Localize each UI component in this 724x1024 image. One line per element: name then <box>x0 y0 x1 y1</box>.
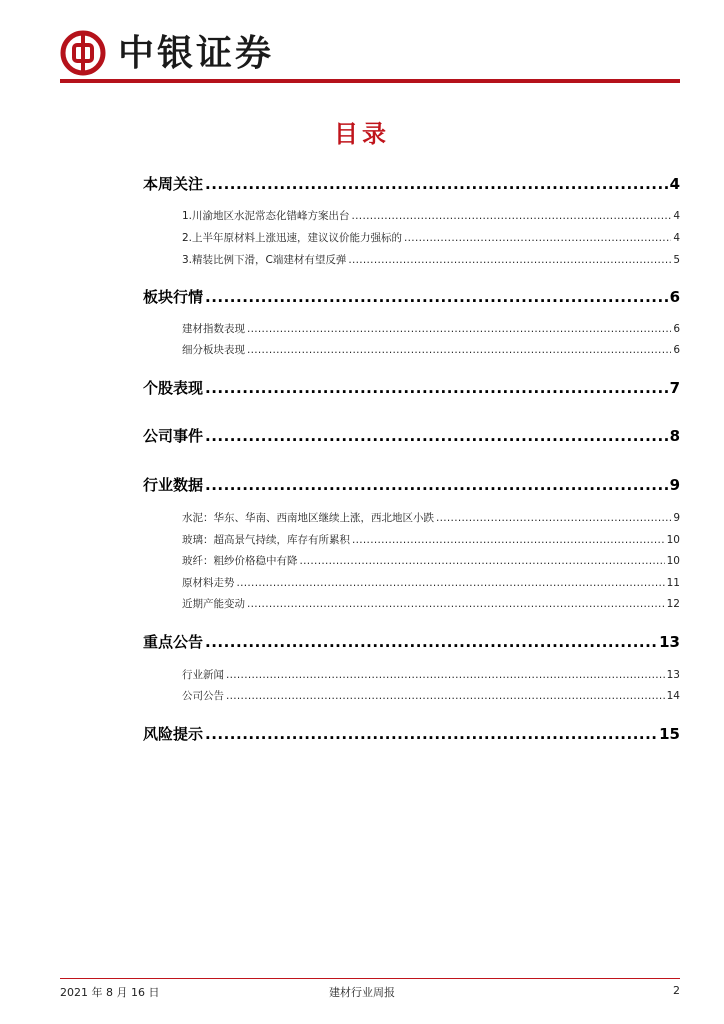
toc-entry-page: 15 <box>659 725 680 743</box>
footer-date: 2021 年 8 月 16 日 <box>60 986 160 999</box>
toc-entry[interactable] <box>182 208 680 223</box>
toc-entry-label: 细分板块表现 <box>182 344 245 356</box>
toc-leader-dots <box>205 633 657 651</box>
toc-entry-page: 6 <box>673 344 680 356</box>
toc-entry-page: 9 <box>669 476 680 494</box>
toc-entry[interactable] <box>143 631 680 652</box>
toc-entry[interactable] <box>182 596 680 611</box>
toc-entry[interactable] <box>182 688 680 703</box>
toc-entry-page: 4 <box>673 210 680 222</box>
toc-entry[interactable] <box>182 342 680 357</box>
toc-entry-label: 玻纤：粗纱价格稳中有降 <box>182 555 298 567</box>
toc-leader-dots <box>404 232 671 244</box>
toc-title: 目录 <box>334 120 390 148</box>
toc-entry-page: 5 <box>673 254 680 266</box>
footer-divider <box>60 978 680 979</box>
toc-entry[interactable] <box>182 510 680 525</box>
toc-entry-page: 10 <box>666 534 680 546</box>
toc-leader-dots <box>226 690 665 702</box>
toc-entry[interactable] <box>143 425 680 446</box>
toc-entry[interactable] <box>182 230 680 245</box>
toc-entry[interactable] <box>182 321 680 336</box>
toc-entry-page: 4 <box>669 175 680 193</box>
toc-leader-dots <box>247 344 671 356</box>
toc-entry-label: 近期产能变动 <box>182 598 245 610</box>
toc-leader-dots <box>247 598 665 610</box>
toc-entry[interactable] <box>143 723 680 744</box>
toc-entry[interactable] <box>182 575 680 590</box>
toc-entry-page: 9 <box>673 512 680 524</box>
toc-leader-dots <box>205 288 668 306</box>
toc-leader-dots <box>436 512 671 524</box>
toc-leader-dots <box>226 669 665 681</box>
toc-entry-page: 10 <box>666 555 680 567</box>
brand-name: 中银证券 <box>118 32 275 74</box>
toc-entry-label: 本周关注 <box>143 175 204 193</box>
toc-entry-page: 11 <box>666 577 680 589</box>
toc-entry-label: 1.川渝地区水泥常态化错峰方案出台 <box>182 210 350 222</box>
toc-entry-page: 8 <box>669 427 680 445</box>
toc-entry-page: 12 <box>666 598 680 610</box>
header-divider <box>60 79 680 83</box>
report-header <box>60 26 680 84</box>
toc-entry-label: 公司公告 <box>182 690 224 702</box>
toc-entry-label: 水泥：华东、华南、西南地区继续上涨，西北地区小跌 <box>182 512 434 524</box>
toc-leader-dots <box>352 210 672 222</box>
toc-leader-dots <box>205 379 668 397</box>
toc-leader-dots <box>237 577 665 589</box>
toc-entry-label: 行业数据 <box>143 476 204 494</box>
toc-entry-label: 建材指数表现 <box>182 323 245 335</box>
toc-entry[interactable] <box>182 553 680 568</box>
toc-entry[interactable] <box>143 377 680 398</box>
toc-entry[interactable] <box>182 667 680 682</box>
toc-entry-label: 2.上半年原材料上涨迅速，建议议价能力强标的 <box>182 232 403 244</box>
toc-leader-dots <box>205 725 657 743</box>
toc-entry-page: 14 <box>666 690 680 702</box>
bank-of-china-logo-icon <box>60 30 106 76</box>
toc-entry-page: 4 <box>673 232 680 244</box>
footer-report-title: 建材行业周报 <box>329 986 395 999</box>
toc-entry-label: 玻璃：超高景气持续，库存有所累积 <box>182 534 350 546</box>
toc-entry[interactable] <box>182 532 680 547</box>
toc-leader-dots <box>205 427 668 445</box>
toc-leader-dots <box>205 175 668 193</box>
toc-leader-dots <box>348 254 671 266</box>
toc-entry-page: 6 <box>669 288 680 306</box>
footer-page-number: 2 <box>673 984 680 997</box>
toc-entry[interactable] <box>143 173 680 194</box>
toc-leader-dots <box>352 534 665 546</box>
toc-entry-label: 板块行情 <box>143 288 204 306</box>
toc-entry[interactable] <box>143 286 680 307</box>
toc-entry-label: 3.精装比例下滑，C端建材有望反弹 <box>182 254 347 266</box>
toc-entry-page: 6 <box>673 323 680 335</box>
toc-entry-label: 风险提示 <box>143 725 204 743</box>
toc-entry-label: 重点公告 <box>143 633 204 651</box>
toc-entry-label: 公司事件 <box>143 427 204 445</box>
toc-entry-page: 7 <box>669 379 680 397</box>
toc-entry[interactable] <box>143 474 680 495</box>
toc-entry-page: 13 <box>659 633 680 651</box>
toc-leader-dots <box>247 323 671 335</box>
toc-entry[interactable] <box>182 252 680 267</box>
toc-entry-page: 13 <box>666 669 680 681</box>
toc-entry-label: 个股表现 <box>143 379 204 397</box>
toc-leader-dots <box>205 476 668 494</box>
toc-leader-dots <box>300 555 665 567</box>
toc-entry-label: 行业新闻 <box>182 669 224 681</box>
toc-entry-label: 原材料走势 <box>182 577 235 589</box>
